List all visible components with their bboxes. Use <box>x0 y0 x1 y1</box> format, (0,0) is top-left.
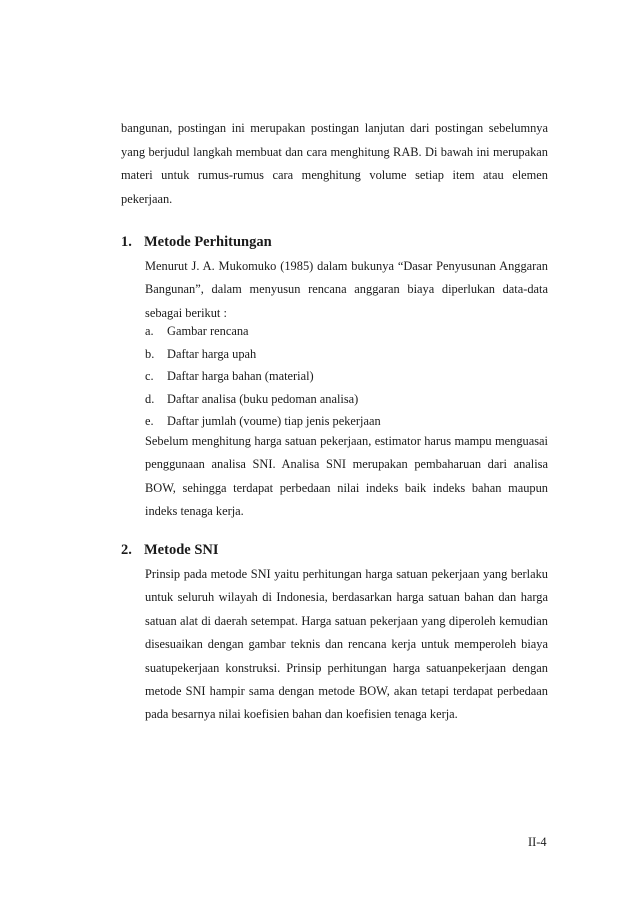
intro-paragraph: bangunan, postingan ini merupakan postingan lanjutan dari postingan sebelumnya yang berjudul langkah membuat dan cara menghitung RAB. Di bawah ini merupakan materi untuk rumus-rumus cara menghitung volume setiap item atau elemen pekerjaan. <box>121 121 548 206</box>
section-1-paragraph-2: Sebelum menghitung harga satuan pekerjaan, estimator harus mampu menguasai penggunaan analisa SNI. Analisa SNI merupakan pembaharuan dari analisa BOW, sehingga terdapat perbedaan nilai indeks baik indeks bahan maupun indeks tenaga kerja. <box>145 434 548 519</box>
list-item-text: Daftar analisa (buku pedoman analisa) <box>167 391 359 406</box>
section-heading-metode-perhitungan <box>121 232 272 252</box>
page-number: II-4 <box>528 835 547 849</box>
data-requirements-list <box>145 320 381 433</box>
section-1-paragraph-1: Menurut J. A. Mukomuko (1985) dalam bukunya “Dasar Penyusunan Anggaran Bangunan”, dalam menyusun rencana anggaran biaya diperlukan data-data sebagai berikut : <box>145 259 548 320</box>
list-marker: e. <box>145 414 154 428</box>
list-item-text: Gambar rencana <box>167 324 249 338</box>
list-item-text: Daftar harga upah <box>167 346 257 361</box>
list-item-text: Daftar jumlah (voume) tiap jenis pekerjaan <box>167 414 381 428</box>
section-number: 2. <box>121 542 132 558</box>
section-2-paragraph-1: Prinsip pada metode SNI yaitu perhitungan harga satuan pekerjaan yang berlaku untuk seluruh wilayah di Indonesia, berdasarkan harga satuan bahan dan harga satuan alat di daerah setempat. Harga satuan pekerjaan yang diperoleh kemudian disesuaikan dengan gambar teknis dan rencana kerja untuk memperoleh biaya suatupekerjaan konstruksi. Prinsip perhitungan harga satuanpekerjaan dengan metode SNI hampir sama dengan metode BOW, akan tetapi terdapat perbedaan pada besarnya nilai koefisien bahan dan koefisien tenaga kerja. <box>145 567 548 722</box>
section-title: Metode Perhitungan <box>144 234 272 250</box>
section-number: 1. <box>121 234 132 250</box>
list-marker: a. <box>145 324 154 338</box>
list-item <box>145 365 381 388</box>
section-heading-metode-sni <box>121 540 219 560</box>
list-item <box>145 320 381 343</box>
list-marker: c. <box>145 369 154 383</box>
list-item-text: Daftar harga bahan (material) <box>167 369 314 383</box>
list-item <box>145 343 381 366</box>
list-marker: d. <box>145 391 155 406</box>
list-item <box>145 388 381 411</box>
list-marker: b. <box>145 346 155 361</box>
section-title: Metode SNI <box>144 542 219 558</box>
